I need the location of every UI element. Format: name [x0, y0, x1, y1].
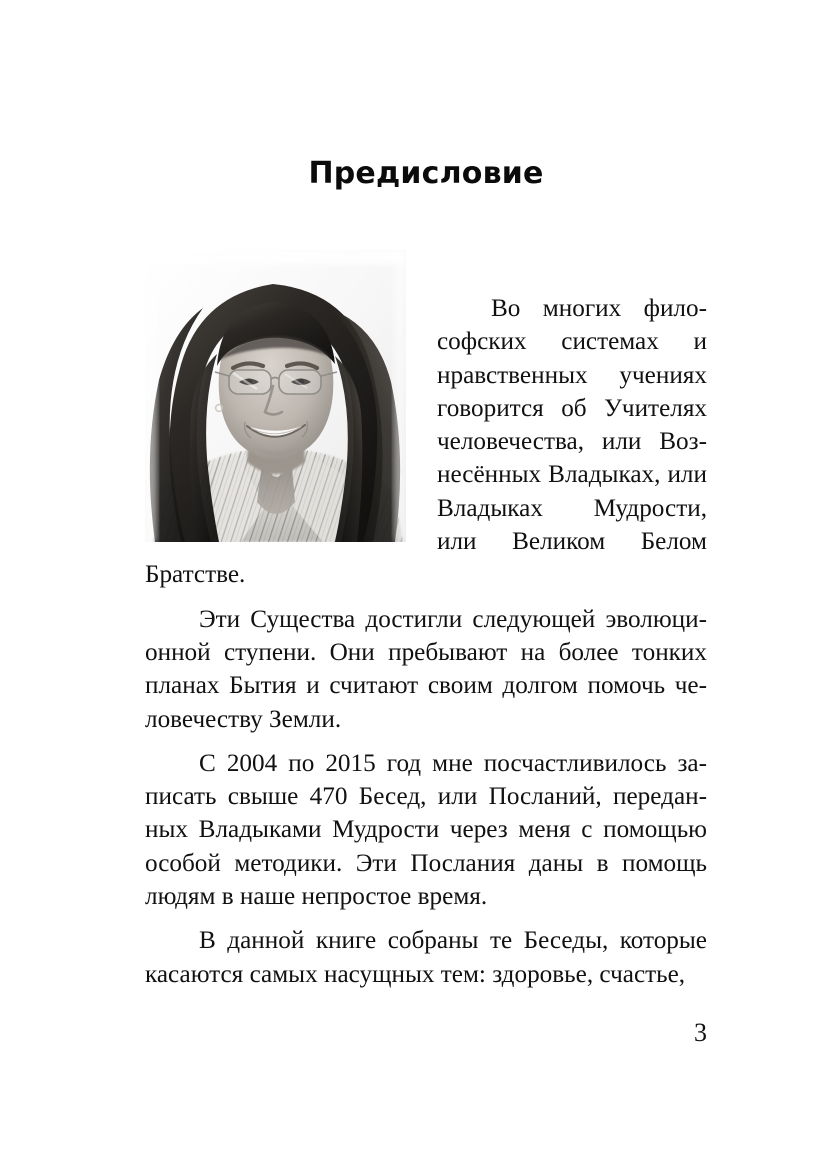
paragraph: С 2004 по 2015 год мне посчастливилось записать свыше 470 Бесед, или Посланий, переданных Владыками Мудрости через меня с помощью особой методики. Эти Послания даны в помощь людям в наше непростое время.: [145, 749, 707, 911]
paragraph: В данной книге собраны те Беседы, которые касаются самых насущных тем: здоровье, счастье,: [145, 927, 707, 988]
paragraph: Во многих философских системах и нравственных учениях говорится об Учителях человечества, или Вознесённых Владыках, или Владыках Мудрости, или Великом Белом Братстве.: [145, 295, 707, 589]
portrait-image-icon: [145, 250, 406, 542]
portrait-figure: [145, 250, 413, 550]
paragraph: Эти Существа достигли следующей эволюционной ступени. Они пребывают на более тонких планах Бытия и считают своим долгом помочь человечеству Земли.: [145, 605, 707, 733]
body-text-block: [145, 292, 707, 991]
page-title: Предисловие: [308, 156, 544, 191]
page-content: [145, 0, 707, 1154]
portrait-photo-author: [145, 250, 406, 542]
page-number: 3: [694, 1018, 707, 1047]
